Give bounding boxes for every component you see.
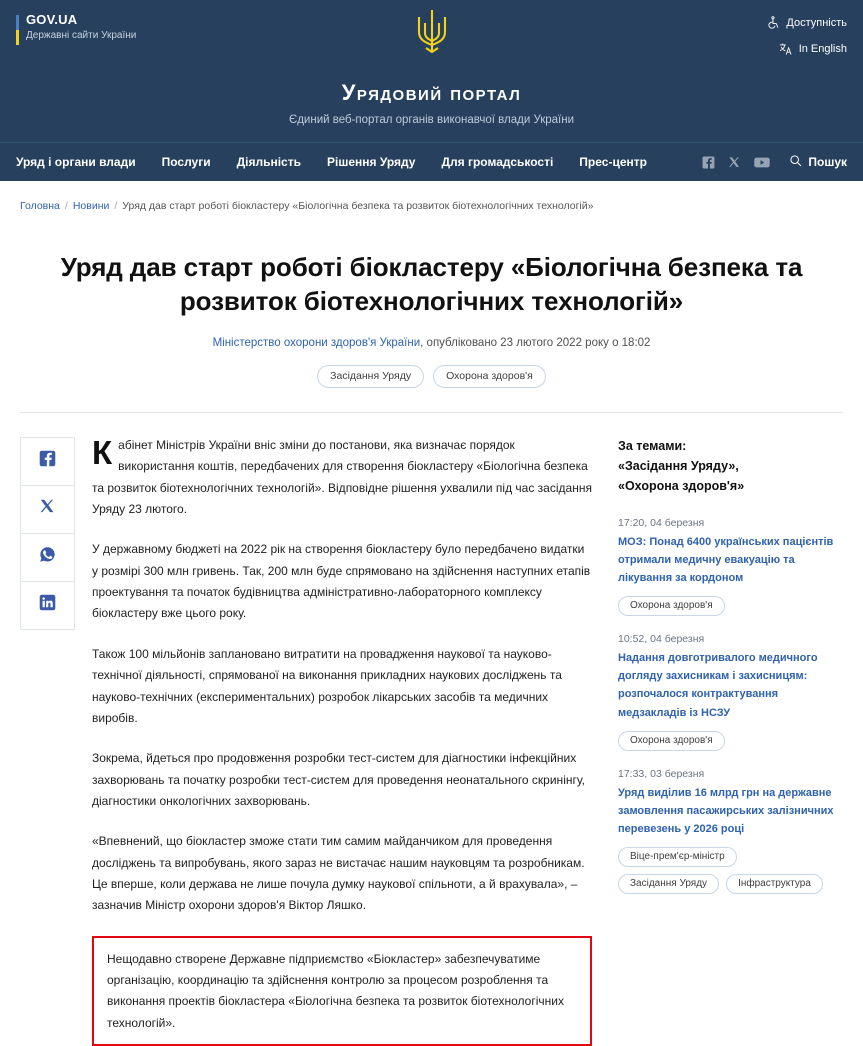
share-column <box>20 435 92 1046</box>
language-switch-link[interactable] <box>779 42 847 56</box>
facebook-share-button[interactable] <box>21 437 74 485</box>
x-twitter-icon[interactable] <box>728 156 741 169</box>
article-paragraph: Зокрема, йдеться про продовження розробки тест-систем для діагностики інфекційних захворювань та початку розробки тест-систем для проведення неонатального скринінгу, діагностики онкологічних захворювань. <box>92 751 585 808</box>
news-tag[interactable]: Охорона здоров'я <box>618 596 725 616</box>
news-tags <box>618 731 843 751</box>
facebook-share-icon <box>39 450 56 472</box>
wheelchair-icon <box>767 16 780 29</box>
language-label: In English <box>798 43 847 55</box>
news-timestamp: 10:52, 04 березня <box>618 633 705 646</box>
article-header <box>0 226 863 388</box>
news-title-link[interactable]: Надання довготривалого медичного догляду захисникам і захисницям: розпочалося контрактування медзакладів із НСЗУ <box>618 652 818 719</box>
breadcrumb-home[interactable]: Головна <box>20 200 60 212</box>
linkedin-share-button[interactable] <box>21 581 74 629</box>
article-tags <box>60 365 803 388</box>
breadcrumb-separator: / <box>114 200 118 212</box>
sidebar-heading-line3: «Охорона здоров'я» <box>618 479 745 494</box>
sidebar-heading-line1: За темами: <box>618 438 687 453</box>
search-label: Пошук <box>808 155 847 169</box>
highlighted-paragraph-box <box>92 936 592 1046</box>
news-tags <box>618 847 843 894</box>
flag-bars-icon <box>16 13 19 45</box>
list-item <box>618 768 843 894</box>
whatsapp-share-icon <box>39 546 56 568</box>
share-buttons <box>20 437 75 630</box>
nav-links <box>16 155 647 169</box>
gov-ua-logo[interactable] <box>16 13 136 45</box>
whatsapp-share-button[interactable] <box>21 533 74 581</box>
nav-item-services[interactable]: Послуги <box>161 155 211 169</box>
news-tag[interactable]: Засідання Уряду <box>618 874 719 894</box>
nav-item-activity[interactable]: Діяльність <box>236 155 301 169</box>
breadcrumb-current: Уряд дав старт роботі біокластеру «Біологічна безпека та розвиток біотехнологічних технологій» <box>122 200 594 212</box>
facebook-icon[interactable] <box>702 156 715 169</box>
sidebar-heading-line2: «Засідання Уряду», <box>618 459 739 474</box>
main-navigation <box>0 142 863 181</box>
page-content <box>0 413 863 1046</box>
nav-item-public[interactable]: Для громадськості <box>441 155 554 169</box>
top-utility-bar <box>0 0 863 70</box>
x-twitter-share-icon <box>39 498 56 520</box>
nav-item-decisions[interactable]: Рішення Уряду <box>327 155 416 169</box>
news-tag[interactable]: Віце-прем'єр-міністр <box>618 847 737 867</box>
article-meta <box>60 337 803 349</box>
article-source-link[interactable]: Міністерство охорони здоров'я України <box>212 336 421 349</box>
article-paragraph: У державному бюджеті на 2022 рік на створення біокластеру було передбачено видатки у розмірі 300 млн гривень. Так, 200 млн буде спрямовано на здійснення наступних етапів проектування та початок будівництва адміністративно-лабораторного комплексу біокластеру вже цього року. <box>92 542 591 621</box>
x-twitter-share-button[interactable] <box>21 485 74 533</box>
breadcrumb <box>0 181 863 226</box>
news-tag[interactable]: Охорона здоров'я <box>618 731 725 751</box>
article-paragraph: «Впевнений, що біокластер зможе стати тим самим майданчиком для проведення досліджень та випробувань, якого зараз не вистачає нашим науковцям та розробникам. Це вперше, коли держава не лише почула думку наукової спільноти, а й врахувала», – зазначив Міністр охорони здоров'я Віктор Ляшко. <box>92 834 585 913</box>
sidebar-heading <box>618 436 843 497</box>
list-item <box>618 633 843 751</box>
news-tag[interactable]: Інфраструктура <box>726 874 823 894</box>
page-title: Уряд дав старт роботі біокластеру «Біологічна безпека та розвиток біотехнологічних технологій» <box>60 252 803 316</box>
breadcrumb-separator: / <box>64 200 68 212</box>
search-icon <box>789 154 802 170</box>
linkedin-share-icon <box>39 594 56 616</box>
translate-icon <box>779 42 793 56</box>
trident-emblem-icon <box>412 8 452 59</box>
search-button[interactable] <box>789 154 847 170</box>
youtube-icon[interactable] <box>754 156 770 169</box>
site-brand-bar <box>0 70 863 142</box>
highlighted-paragraph: Нещодавно створене Державне підприємство «Біокластер» забезпечуватиме організацію, координацію та здійснення контролю за процесом розроблення та виконання проектів біокластера «Біологічна безпека та розвиток біотехнологічних технологій». <box>107 951 564 1030</box>
site-title[interactable]: Урядовий портал <box>341 80 522 105</box>
nav-item-government[interactable]: Уряд і органи влади <box>16 155 136 169</box>
sidebar-related-topics <box>618 435 843 1046</box>
news-timestamp: 17:33, 03 березня <box>618 767 705 780</box>
news-title-link[interactable]: МОЗ: Понад 6400 українських пацієнтів отримали медичну евакуацію та лікування за кордоном <box>618 535 834 584</box>
news-timestamp: 17:20, 04 березня <box>618 516 705 529</box>
accessibility-link[interactable] <box>767 16 847 29</box>
gov-ua-logo-subtitle: Державні сайти України <box>26 30 137 42</box>
article-paragraph: Також 100 мільйонів заплановано витратити на провадження наукової та науково-технічної діяльності, спрямованої на виконання прикладних наукових досліджень та науково-технічних (експериментальних) розробок лікарських засобів та медичних виробів. <box>92 646 562 725</box>
list-item <box>618 517 843 616</box>
top-utility-links <box>767 16 847 56</box>
article-publish-date: , опубліковано 23 лютого 2022 року о 18:02 <box>420 336 651 349</box>
nav-item-press-center[interactable]: Прес-центр <box>579 155 647 169</box>
accessibility-label: Доступність <box>786 16 847 29</box>
news-tags <box>618 596 843 616</box>
gov-ua-logo-title: GOV.UA <box>26 12 78 27</box>
breadcrumb-news[interactable]: Новини <box>72 200 110 212</box>
news-title-link[interactable]: Уряд виділив 16 млрд грн на державне замовлення пасажирських залізничних перевезень у 2026 році <box>618 786 834 835</box>
site-subtitle: Єдиний веб-портал органів виконавчої влади України <box>288 114 575 126</box>
nav-right-group <box>702 154 847 170</box>
tag-cabinet-meeting[interactable]: Засідання Уряду <box>317 365 424 388</box>
tag-healthcare[interactable]: Охорона здоров'я <box>433 365 546 388</box>
article-body <box>92 435 618 1046</box>
article-paragraph: Кабінет Міністрів України вніс зміни до постанови, яка визначає порядок використання коштів, передбачених для створення біокластеру «Біологічна безпека та розвиток біотехнологічних технологій». Відповідне рішення ухвалили під час засідання Уряду 23 лютого. <box>92 433 592 517</box>
